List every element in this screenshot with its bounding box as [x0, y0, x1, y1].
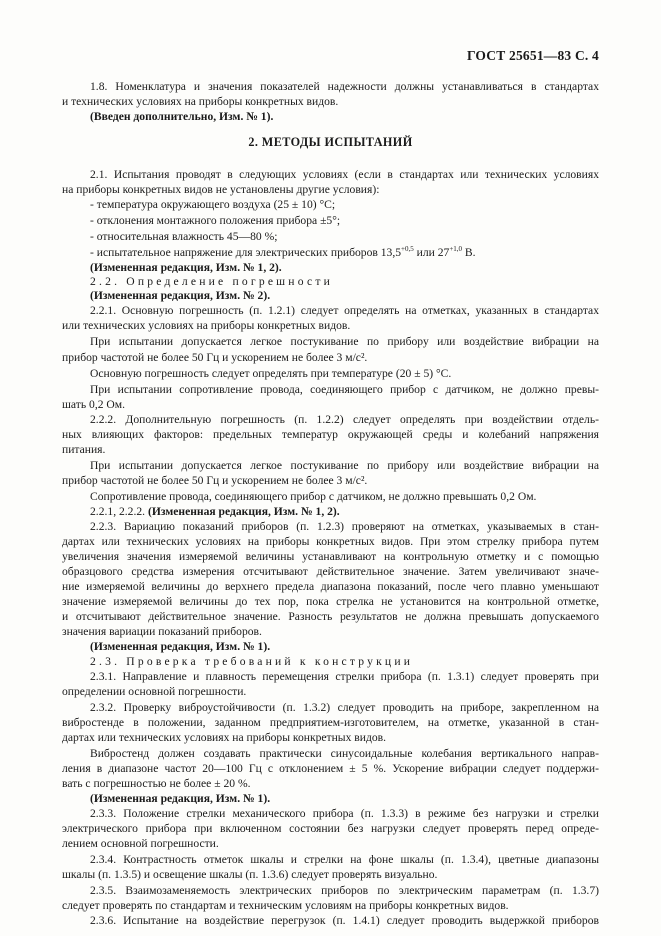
- text-line: определении основной погрешности.: [62, 685, 247, 698]
- list-item: - отклонения монтажного положения прибора ±5°;: [90, 214, 341, 227]
- text-line: ние измеряемой величины до верхнего предела диапазона показаний, после чего плавно уменьшают: [62, 580, 599, 593]
- text-line: или технических условиях на приборы конкретных видов.: [62, 319, 351, 332]
- text-line: прибор частотой не более 50 Гц и ускорением не более 3 м/с².: [62, 474, 368, 487]
- subsection-heading: 2.3. Проверка требований к конструкции: [90, 655, 414, 668]
- text-line: Сопротивление провода, соединяющего прибор с датчиком, не должно превышать 0,2 Ом.: [90, 490, 537, 503]
- text-line: При испытании допускается легкое постукивание по прибору или воздействие вибрации на: [90, 459, 599, 472]
- amendment-line: 2.2.1, 2.2.2. (Измененная редакция, Изм. № 1, 2).: [90, 505, 340, 518]
- text-line: вибростенде в положении, заданном предприятием-изготовителем, на отметке, указанной в стан-: [62, 716, 599, 729]
- text-line: 2.3.2. Проверку виброустойчивости (п. 1.3.2) следует проводить на приборе, закрепленном на: [90, 701, 599, 714]
- text-line: ления в диапазоне частот 20—100 Гц с отклонением ± 5 %. Ускорение вибрации следует поддержи-: [62, 762, 599, 775]
- text-line: следует проверять по стандартам и техническим условиям на приборы конкретных видов.: [62, 899, 509, 912]
- amendment-note: (Измененная редакция, Изм. № 1).: [90, 640, 271, 653]
- text-line: При испытании сопротивление провода, соединяющего прибор с датчиком, не должно превы-: [90, 383, 599, 396]
- amendment-note: (Измененная редакция, Изм. № 2).: [90, 289, 271, 302]
- list-item: - температура окружающего воздуха (25 ± 10) °C;: [90, 198, 336, 211]
- text-line: и технических условиях на приборы конкретных видов.: [62, 95, 339, 108]
- text-line: значения вариации показаний приборов.: [62, 625, 262, 638]
- text-line: При испытании допускается легкое постукивание по прибору или воздействие вибрации на: [90, 335, 599, 348]
- text-line: шать 0,2 Ом.: [62, 398, 126, 411]
- subsection-heading: 2.2. Определение погрешности: [90, 275, 334, 288]
- text-line: на приборы конкретных видов не установлены другие условия):: [62, 183, 380, 196]
- text-line: вать с погрешностью не более ± 20 %.: [62, 777, 251, 790]
- text-line: увеличения значения измеряемой величины устанавливают на контрольную отметку и с помощью: [62, 550, 599, 563]
- text-line: питания.: [62, 443, 106, 456]
- tolerance-superscript: +1,0: [449, 245, 463, 253]
- text-line: значение измеряемой величины до тех пор, пока стрелка не установится на контрольной отметке,: [62, 595, 599, 608]
- text-line: 2.2.1. Основную погрешность (п. 1.2.1) следует определять на отметках, указанных в стандартах: [90, 304, 599, 317]
- text-line: шкалы (п. 1.3.5) и освещение шкалы (п. 1.3.6) следует проверять визуально.: [62, 868, 438, 881]
- text-line: дартах или технических условиях на приборы конкретных видов. При этом стрелку прибора путем: [62, 535, 599, 548]
- text-line: 2.1. Испытания проводят в следующих условиях (если в стандартах или технических условиях: [90, 168, 599, 181]
- list-item: - относительная влажность 45—80 %;: [90, 230, 278, 243]
- text-line: 2.3.5. Взаимозаменяемость электрических приборов по электрическим параметрам (п. 1.3.7): [90, 884, 599, 897]
- text-line: 2.3.4. Контрастность отметок шкалы и стрелки на фоне шкалы (п. 1.3.4), цветные диапазоны: [90, 853, 599, 866]
- text-line: 2.3.3. Положение стрелки механического прибора (п. 1.3.3) в режиме без нагрузки и стрелки: [90, 807, 599, 820]
- text-line: 2.2.3. Вариацию показаний приборов (п. 1.2.3) проверяют на отметках, указываемых в стан-: [90, 520, 599, 533]
- text-line: лением основной погрешности.: [62, 837, 219, 850]
- text-line: ных влияющих факторов: предельных температур окружающей среды и колебаний напряжения: [62, 428, 599, 441]
- text-line: и отсчитывают действительное значение. Разность результатов не должна превышать допускаемого: [62, 610, 599, 623]
- text-line: 1.8. Номенклатура и значения показателей надежности должны устанавливаться в стандартах: [90, 80, 599, 93]
- voltage-unit: В.: [462, 246, 476, 259]
- text-line: 2.3.6. Испытание на воздействие перегрузок (п. 1.4.1) следует проводить выдержкой приборов: [90, 914, 599, 927]
- text-line: образцового средства измерения отсчитывают действительное значение. Затем увеличивают значе-: [62, 565, 599, 578]
- voltage-text: - испытательное напряжение для электрических приборов 13,5: [90, 246, 402, 259]
- text-line: электрического прибора при включенном состоянии без нагрузки следует проверять перед опреде-: [62, 822, 599, 835]
- text-line: Основную погрешность следует определять при температуре (20 ± 5) °C.: [90, 367, 452, 380]
- text-line: 2.3.1. Направление и плавность перемещения стрелки прибора (п. 1.3.1) следует проверять при: [90, 670, 599, 683]
- text-line: 2.2.2. Дополнительную погрешность (п. 1.2.2) следует определять при воздействии отдель-: [90, 413, 599, 426]
- voltage-text-alt: или 27: [413, 246, 450, 259]
- text-line: Вибростенд должен создавать практически синусоидальные колебания вертикального направ-: [90, 747, 599, 760]
- amendment-note: (Измененная редакция, Изм. № 1, 2).: [90, 261, 282, 274]
- text-line: прибор частотой не более 50 Гц и ускорением не более 3 м/с².: [62, 351, 368, 364]
- amendment-note: (Измененная редакция, Изм. № 1).: [90, 792, 271, 805]
- amendment-note: (Введен дополнительно, Изм. № 1).: [90, 110, 274, 123]
- text-line: дартах или технических условиях на приборы конкретных видов.: [62, 731, 387, 744]
- running-header: ГОСТ 25651—83 С. 4: [466, 48, 599, 63]
- section-title: 2. МЕТОДЫ ИСПЫТАНИЙ: [248, 135, 413, 149]
- tolerance-superscript: +0,5: [401, 245, 414, 253]
